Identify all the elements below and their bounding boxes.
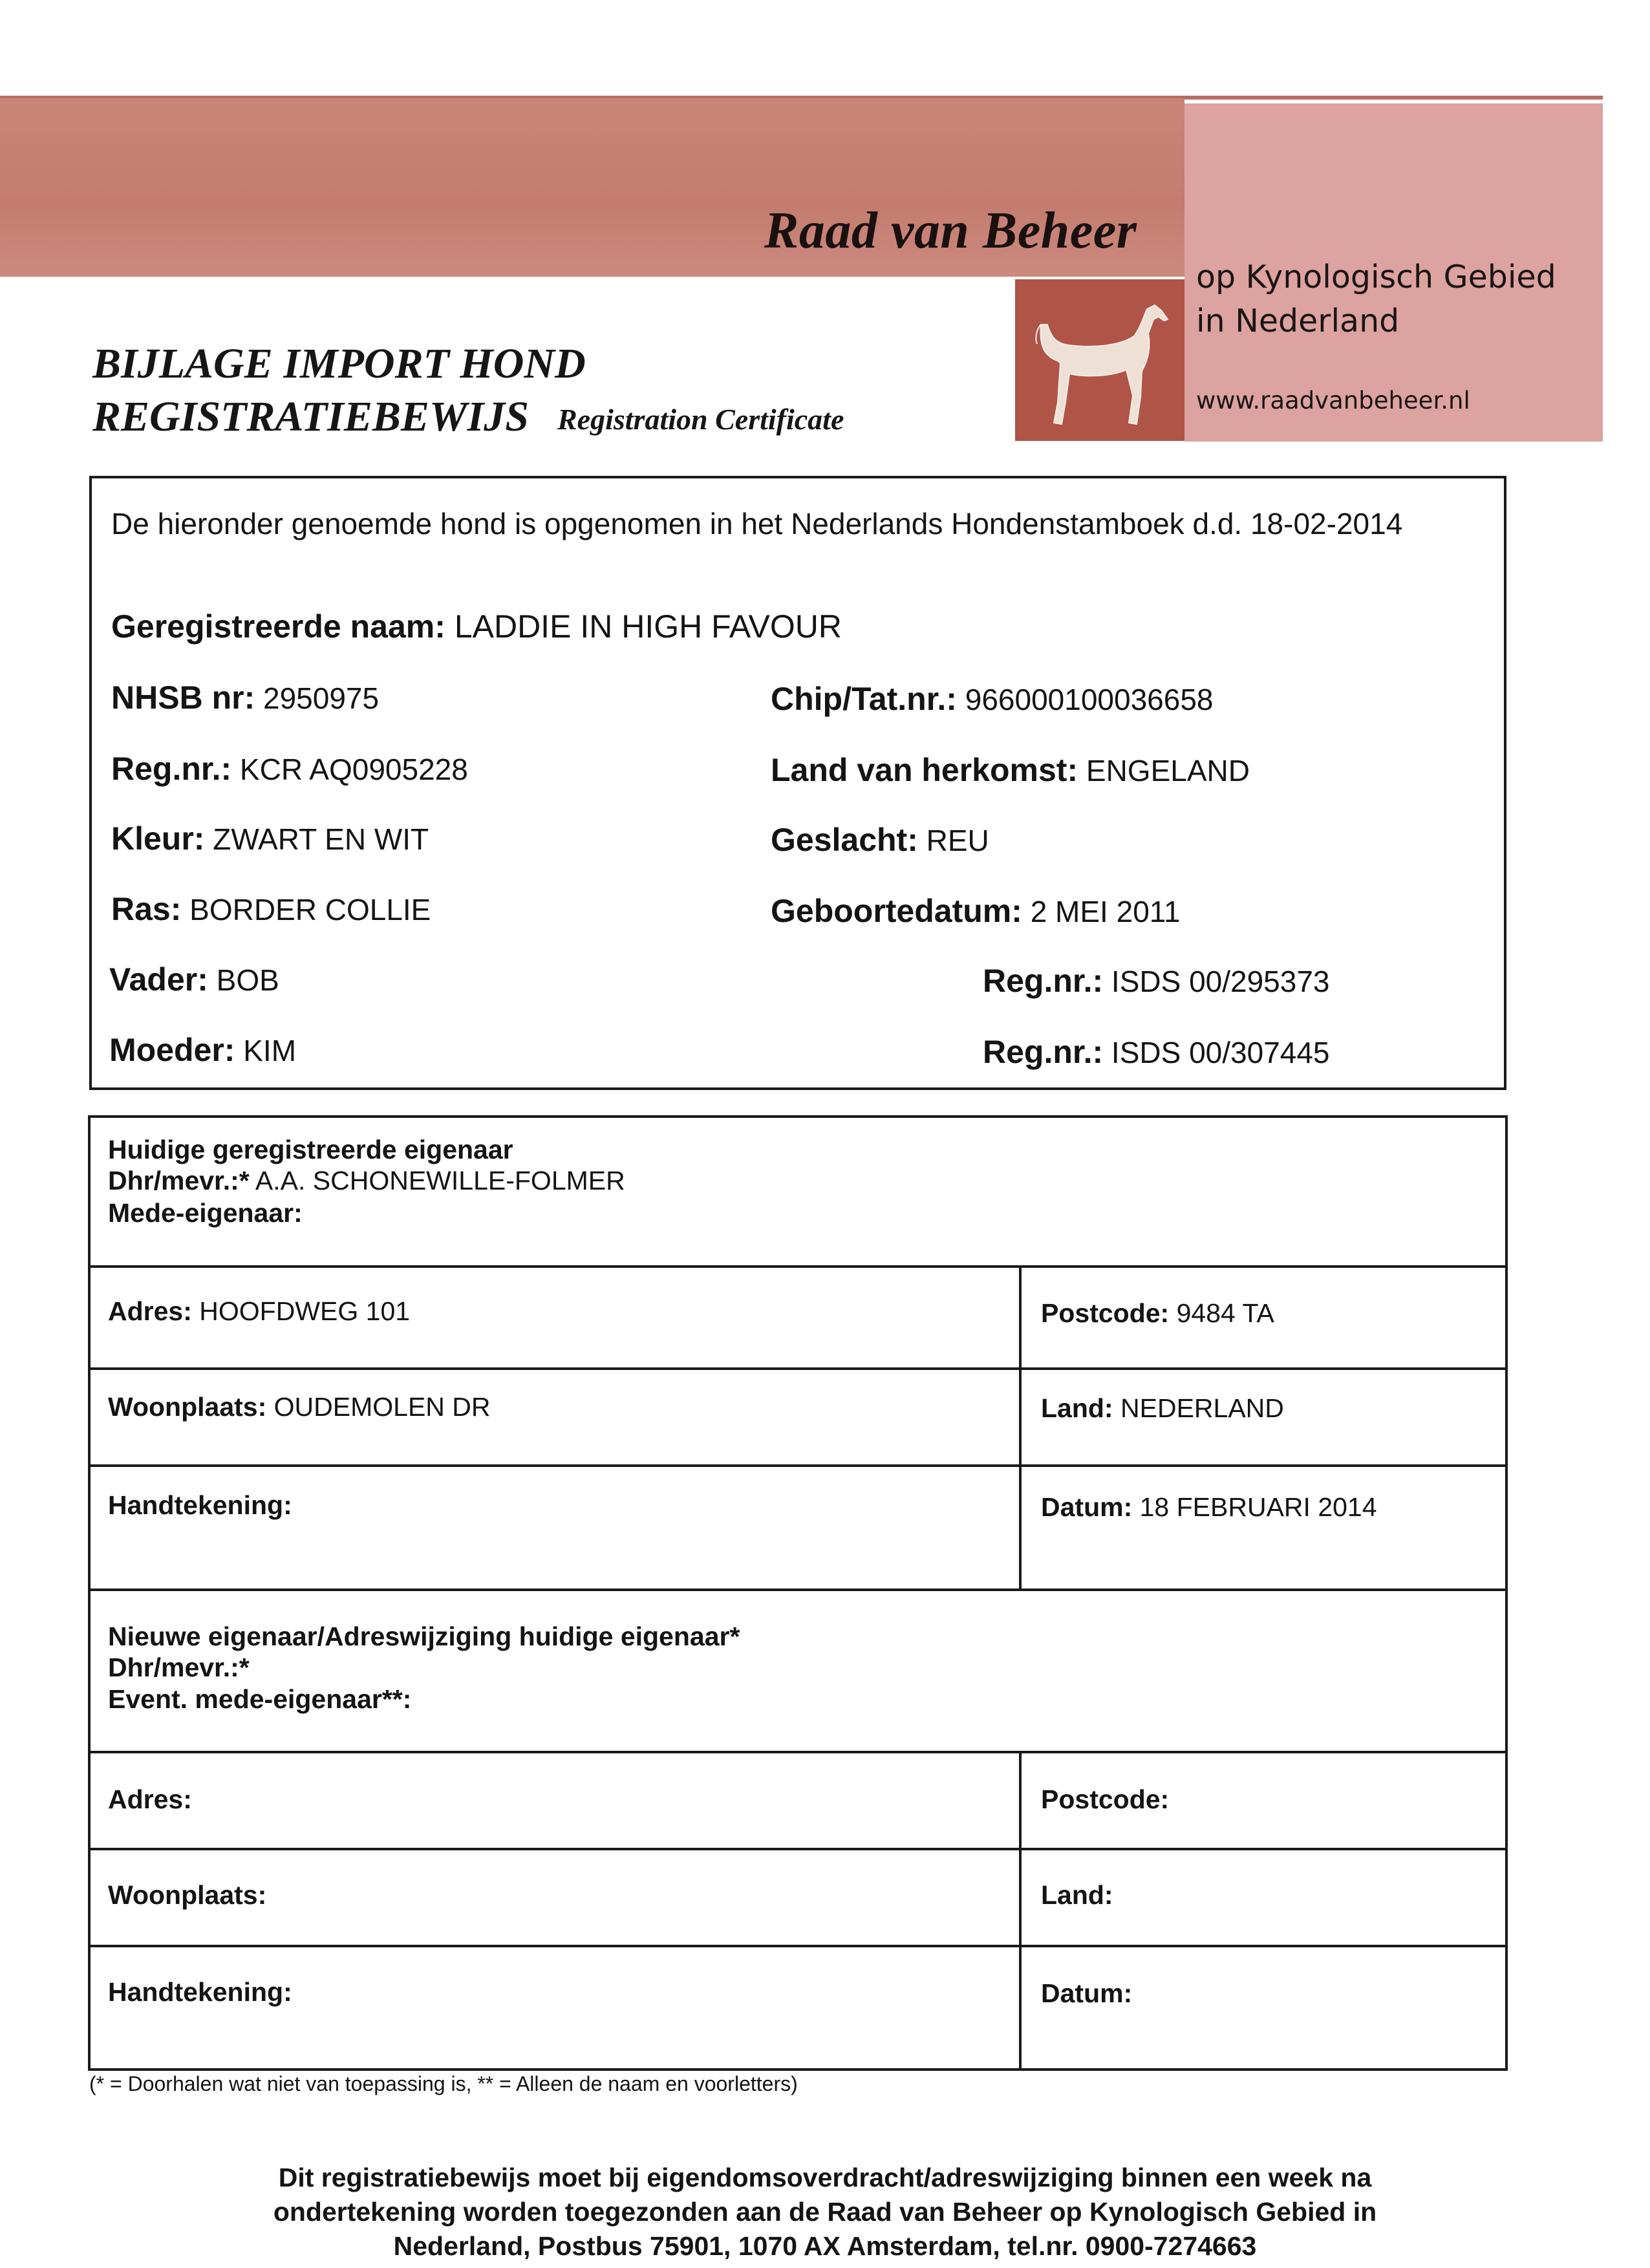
father-regnr-label: Reg.nr.: — [983, 963, 1104, 999]
current-owner-name: A.A. SCHONEWILLE-FOLMER — [255, 1166, 625, 1195]
regnr-value: KCR AQ0905228 — [239, 753, 468, 786]
document-title: BIJLAGE IMPORT HOND — [92, 340, 586, 387]
father-label: Vader: — [109, 961, 208, 998]
current-owner-heading: Huidige geregistreerde eigenaar — [108, 1135, 513, 1164]
birthdate-label: Geboortedatum: — [771, 893, 1022, 929]
footer-line3: Nederland, Postbus 75901, 1070 AX Amsterdam, tel.nr. 0900-7274663 — [393, 2231, 1257, 2261]
divider — [88, 1464, 1508, 1467]
greyhound-dog-icon — [1015, 279, 1184, 441]
regnr-label: Reg.nr.: — [111, 751, 232, 787]
current-address-row — [108, 1296, 410, 1327]
current-address: HOOFDWEG 101 — [199, 1296, 411, 1326]
document-subtitle: Registration Certificate — [557, 403, 844, 436]
current-city: OUDEMOLEN DR — [273, 1392, 491, 1422]
divider — [88, 1265, 1508, 1268]
origin-value: ENGELAND — [1086, 754, 1250, 787]
brand-subtitle-line1: op Kynologisch Gebied — [1196, 259, 1556, 295]
current-date-label: Datum: — [1041, 1492, 1133, 1522]
father-regnr-value: ISDS 00/295373 — [1111, 965, 1330, 998]
mother-regnr-row — [983, 1033, 1330, 1071]
breed-row — [111, 890, 431, 928]
sex-value: REU — [926, 824, 989, 857]
footnote: (* = Doorhalen wat niet van toepassing is, ** = Alleen de naam en voorletters) — [89, 2072, 798, 2095]
current-city-label: Woonplaats: — [108, 1392, 267, 1422]
registered-name-row — [111, 608, 842, 645]
brand-website: www.raadvanbeheer.nl — [1196, 387, 1470, 414]
current-postcode-label: Postcode: — [1041, 1298, 1170, 1328]
brand-subtitle-line2: in Nederland — [1196, 303, 1400, 339]
new-signature-label: Handtekening: — [108, 1977, 292, 2007]
current-date: 18 FEBRUARI 2014 — [1139, 1492, 1377, 1522]
nhsb-value: 2950975 — [263, 681, 380, 715]
registered-name-label: Geregistreerde naam: — [111, 608, 445, 645]
footer-line2: ondertekening worden toegezonden aan de Raad van Beheer op Kynologisch Gebied in — [273, 2197, 1377, 2227]
chip-value: 966000100036658 — [965, 683, 1214, 716]
current-country: NEDERLAND — [1120, 1393, 1284, 1423]
current-country-label: Land: — [1041, 1393, 1113, 1423]
origin-row — [771, 751, 1250, 789]
divider — [88, 1945, 1508, 1947]
birthdate-value: 2 MEI 2011 — [1030, 895, 1181, 928]
current-city-row — [108, 1392, 491, 1422]
mother-regnr-value: ISDS 00/307445 — [1111, 1036, 1330, 1069]
column-divider — [1019, 1751, 1022, 2071]
column-divider — [1019, 1265, 1022, 1591]
new-owner-heading: Nieuwe eigenaar/Adreswijziging huidige eigenaar* — [108, 1621, 740, 1651]
sex-row — [771, 821, 989, 859]
father-regnr-row — [983, 962, 1330, 1000]
chip-label: Chip/Tat.nr.: — [771, 681, 957, 717]
brand-subtitle — [1196, 255, 1584, 343]
current-country-row — [1041, 1393, 1284, 1424]
current-signature-label: Handtekening: — [108, 1490, 292, 1520]
owner-table — [88, 1115, 1508, 2071]
divider — [88, 1367, 1508, 1370]
current-postcode-row — [1041, 1298, 1274, 1329]
current-co-owner-label: Mede-eigenaar: — [108, 1198, 303, 1228]
new-owner-name-label: Dhr/mevr.:* — [108, 1653, 250, 1682]
breed-value: BORDER COLLIE — [189, 893, 431, 926]
current-postcode: 9484 TA — [1176, 1298, 1274, 1328]
new-co-owner-label: Event. mede-eigenaar**: — [108, 1684, 412, 1714]
origin-label: Land van herkomst: — [771, 752, 1078, 788]
brand-title: Raad van Beheer — [764, 202, 1137, 259]
nhsb-row — [111, 679, 379, 716]
regnr-row — [111, 750, 468, 787]
birthdate-row — [771, 892, 1181, 930]
color-row — [111, 820, 429, 857]
divider — [88, 1848, 1508, 1850]
current-owner-name-label: Dhr/mevr.:* — [108, 1166, 250, 1195]
color-label: Kleur: — [111, 820, 205, 857]
document-title-line2: REGISTRATIEBEWIJS — [92, 393, 529, 440]
current-address-label: Adres: — [108, 1296, 192, 1326]
new-city-label: Woonplaats: — [108, 1880, 267, 1910]
current-date-row — [1041, 1492, 1377, 1523]
mother-label: Moeder: — [109, 1032, 235, 1068]
divider — [88, 1589, 1508, 1591]
chip-row — [771, 680, 1213, 718]
current-owner-name-row — [108, 1166, 625, 1196]
father-value: BOB — [216, 963, 279, 997]
new-postcode-label: Postcode: — [1041, 1784, 1170, 1814]
mother-value: KIM — [243, 1034, 297, 1067]
divider — [88, 1751, 1508, 1753]
new-date-label: Datum: — [1041, 1978, 1133, 2008]
father-row — [109, 961, 279, 998]
mother-regnr-label: Reg.nr.: — [983, 1034, 1104, 1070]
mother-row — [109, 1031, 296, 1069]
registered-name-value: LADDIE IN HIGH FAVOUR — [454, 608, 842, 645]
new-address-label: Adres: — [108, 1784, 192, 1814]
nhsb-label: NHSB nr: — [111, 679, 255, 716]
sex-label: Geslacht: — [771, 822, 918, 858]
registration-intro: De hieronder genoemde hond is opgenomen in het Nederlands Hondenstamboek d.d. 18-02-2014 — [111, 507, 1403, 540]
color-value: ZWART EN WIT — [213, 822, 429, 856]
new-country-label: Land: — [1041, 1880, 1113, 1910]
footer-line1: Dit registratiebewijs moet bij eigendomsoverdracht/adreswijziging binnen een week na — [278, 2163, 1372, 2192]
breed-label: Ras: — [111, 891, 182, 927]
